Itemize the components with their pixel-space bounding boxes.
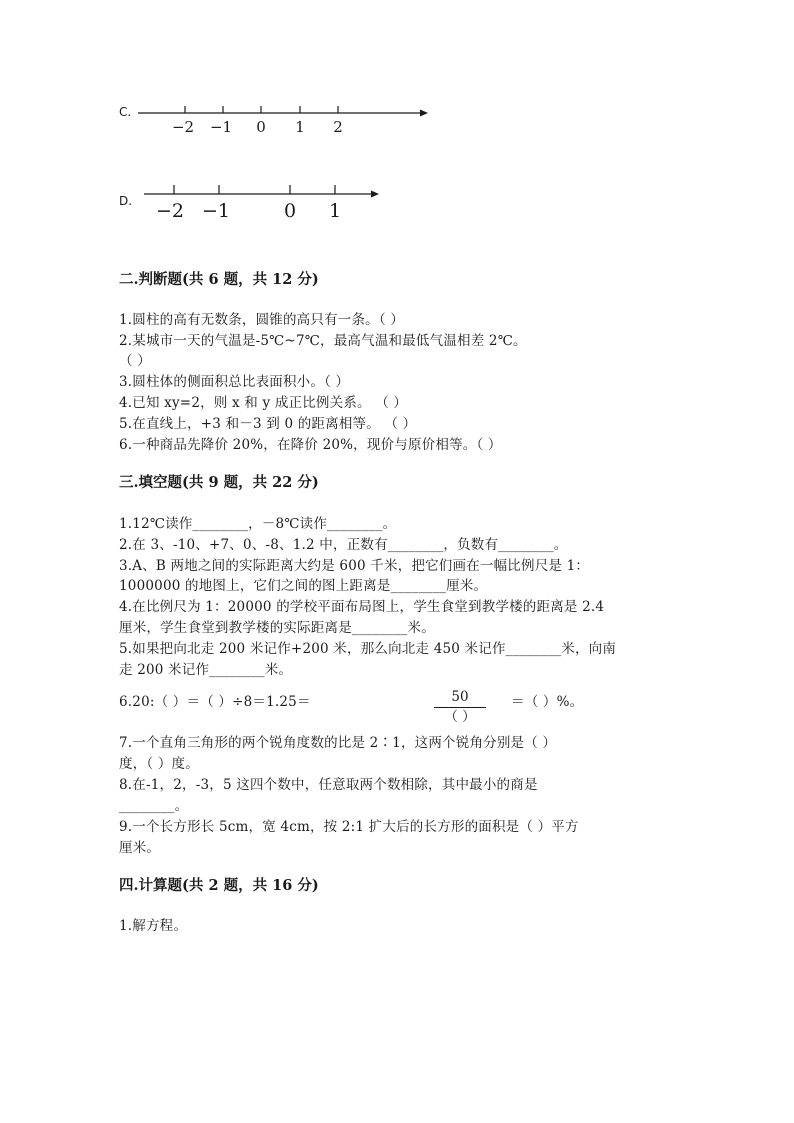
fill-item-8-line-1: 8.在-1，2，-3，5 这四个数中，任意取两个数相除，其中最小的商是 — [119, 777, 538, 793]
fill-item-9-line-1: 9.一个长方形长 5cm，宽 4cm，按 2:1 扩大后的长方形的面积是（ ）平方 — [119, 819, 579, 835]
fill-item-7-line-1: 7.一个直角三角形的两个锐角度数的比是 2∶1，这两个锐角分别是（ ） — [119, 735, 557, 751]
tick-label: −2 — [155, 200, 185, 222]
fill-item-5-line-1: 5.如果把向北走 200 米记作+200 米，那么向北走 450 米记作________米，向南 — [119, 641, 617, 657]
judgement-item-1: 1.圆柱的高有无数条，圆锥的高只有一条。（ ） — [119, 312, 405, 328]
tick-label: 1 — [295, 118, 305, 136]
fill-item-5-line-2: 走 200 米记作________米。 — [119, 662, 293, 678]
fill-item-6-fraction — [430, 688, 490, 726]
fill-item-6-left: 6.20:（ ）＝（ ）÷8＝1.25＝ — [119, 694, 311, 710]
tick-label: 0 — [256, 118, 266, 136]
tick-label: −2 — [171, 118, 195, 136]
tick-label: −1 — [209, 118, 233, 136]
fill-item-3-line-1: 3.A、B 两地之间的实际距离大约是 600 千米，把它们画在一幅比例尺是 1： — [119, 558, 590, 574]
judgement-item-6: 6.一种商品先降价 20%，在降价 20%，现价与原价相等。（ ） — [119, 437, 502, 453]
fill-item-9-line-2: 厘米。 — [119, 840, 161, 856]
section-2-title: 二.判断题(共 6 题，共 12 分) — [119, 271, 319, 288]
fill-item-7-line-2: 度，（ ）度。 — [119, 756, 199, 772]
section-4-title: 四.计算题(共 2 题，共 16 分) — [119, 877, 319, 894]
section-3-title: 三.填空题(共 9 题，共 22 分) — [119, 474, 319, 491]
fill-item-8-line-2: ________。 — [119, 798, 189, 814]
calc-item-1: 1.解方程。 — [119, 918, 188, 934]
tick-label: −1 — [201, 200, 231, 222]
fill-item-4-line-1: 4.在比例尺为 1：20000 的学校平面布局图上，学生食堂到教学楼的距离是 2.4 — [119, 599, 605, 615]
fill-item-2: 2.在 3、-10、+7、0、-8、1.2 中，正数有________，负数有________。 — [119, 537, 568, 553]
option-d-number-line — [144, 183, 384, 225]
fill-item-1: 1.12℃读作________，－8℃读作________。 — [119, 516, 397, 532]
judgement-item-3: 3.圆柱体的侧面积总比表面积小。（ ） — [119, 374, 350, 390]
option-d-label: D. — [119, 194, 133, 208]
fraction-numerator: 50 — [451, 689, 469, 705]
fill-item-4-line-2: 厘米，学生食堂到教学楼的实际距离是________米。 — [119, 620, 435, 636]
judgement-item-4: 4.已知 xy=2，则 x 和 y 成正比例关系。 （ ） — [119, 395, 408, 411]
option-c-number-line — [138, 100, 428, 140]
arrow-head — [420, 110, 428, 117]
arrow-head — [371, 191, 379, 198]
judgement-item-5: 5.在直线上，+3 和－3 到 0 的距离相等。 （ ） — [119, 416, 417, 432]
fill-item-3-line-2: 1000000 的地图上，它们之间的图上距离是________厘米。 — [119, 578, 488, 594]
tick-label: 2 — [333, 118, 343, 136]
judgement-item-2: 2.某城市一天的气温是-5℃~7℃，最高气温和最低气温相差 2℃。 — [119, 333, 527, 349]
option-c-label: C. — [119, 105, 132, 119]
judgement-item-2-paren: （ ） — [119, 353, 151, 369]
tick-label: 0 — [283, 200, 297, 222]
tick-label: 1 — [328, 200, 342, 222]
fraction-denominator: （ ） — [444, 709, 476, 725]
fill-item-6-right: ＝（ ）%。 — [511, 694, 584, 710]
